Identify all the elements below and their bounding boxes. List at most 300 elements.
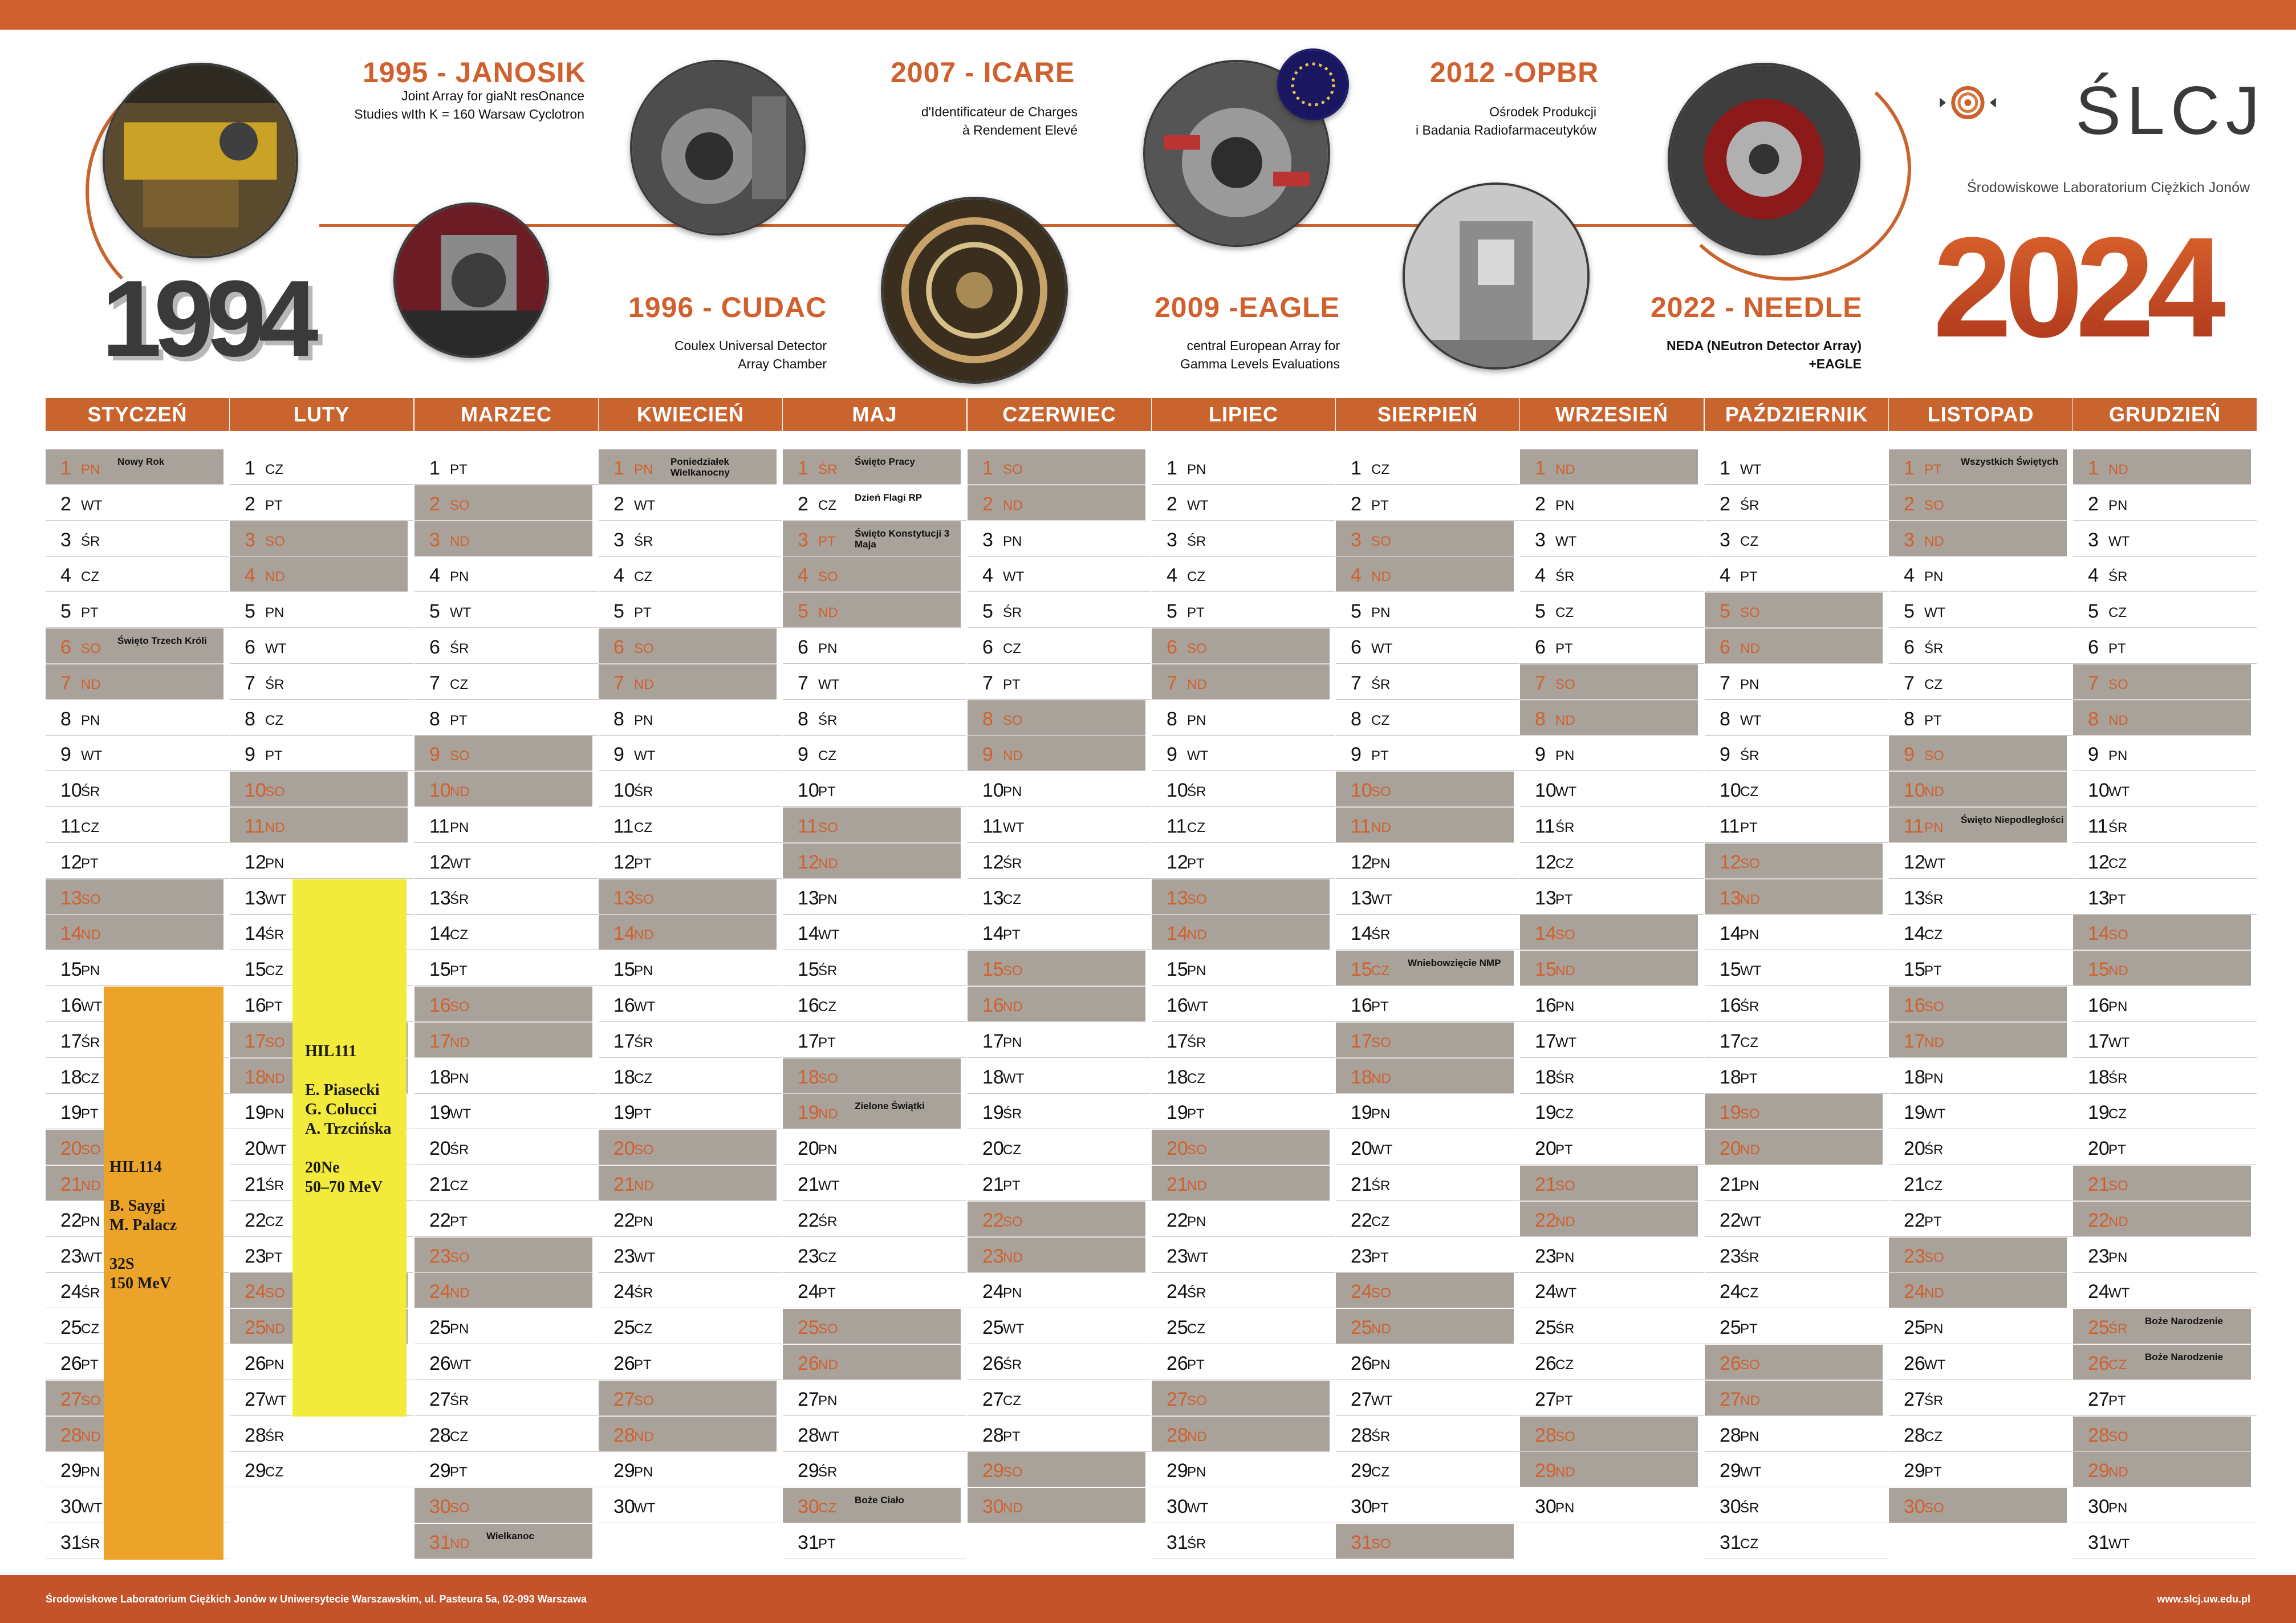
weekday-label: WT (450, 1357, 472, 1373)
day-number: 23 (982, 1245, 1004, 1267)
weekday-label: WT (81, 748, 103, 764)
day-cell (968, 557, 1151, 592)
day-number: 26 (2088, 1353, 2110, 1374)
day-number: 31 (1351, 1532, 1372, 1553)
day-number: 24 (429, 1281, 451, 1303)
day-number: 3 (1535, 529, 1546, 551)
milestone-desc-line: Studies wIth K = 160 Warsaw Cyclotron (354, 107, 584, 121)
day-cell (1705, 1417, 1888, 1452)
day-cell (2073, 1130, 2257, 1165)
weekday-label: ND (1740, 892, 1760, 907)
weekday-label: CZ (1187, 1321, 1205, 1337)
day-cell (1520, 557, 1704, 592)
day-number: 29 (1720, 1460, 1741, 1482)
weekday-label: WT (1003, 1071, 1025, 1086)
day-number: 4 (1535, 565, 1546, 586)
day-number: 25 (245, 1317, 266, 1338)
day-cell (2073, 557, 2257, 592)
day-cell (599, 915, 777, 950)
weekday-label: ŚR (1371, 677, 1391, 692)
weekday-label: WT (634, 1250, 656, 1265)
weekday-label: ŚR (1371, 1178, 1391, 1194)
day-cell (1705, 736, 1888, 771)
day-number: 28 (429, 1425, 451, 1446)
day-cell (46, 700, 229, 736)
weekday-label: CZ (81, 1071, 99, 1086)
weekday-label: CZ (1924, 1178, 1943, 1194)
weekday-label: CZ (1003, 1393, 1021, 1409)
footer-url[interactable]: www.slcj.uw.edu.pl (2157, 1593, 2250, 1605)
day-cell (1705, 1130, 1883, 1165)
weekday-label: SO (450, 1250, 470, 1265)
day-number: 6 (798, 636, 808, 658)
weekday-label: WT (1924, 605, 1946, 620)
day-cell (1152, 1524, 1335, 1559)
weekday-label: ŚR (1187, 1536, 1206, 1552)
weekday-label: PN (1555, 999, 1575, 1015)
day-cell (968, 664, 1151, 700)
day-number: 23 (429, 1245, 451, 1267)
day-cell (599, 1273, 782, 1308)
day-number: 4 (1720, 565, 1730, 586)
day-number: 6 (245, 636, 255, 658)
day-cell (1889, 1345, 2073, 1380)
weekday-label: SO (1555, 1429, 1575, 1445)
day-cell (1889, 915, 2073, 950)
day-cell (1705, 1345, 1883, 1380)
event-line: E. Piasecki (305, 1081, 380, 1099)
weekday-label: PT (1740, 1071, 1758, 1086)
weekday-label: CZ (1555, 1106, 1574, 1122)
weekday-label: SO (1924, 498, 1944, 513)
day-number: 12 (1720, 851, 1741, 873)
day-cell (415, 808, 598, 843)
photo-cudac (393, 202, 549, 358)
weekday-label: SO (1003, 1214, 1023, 1230)
holiday-label: Boże Narodzenie (2145, 1352, 2223, 1362)
day-number: 22 (429, 1210, 451, 1231)
day-cell (415, 557, 598, 592)
weekday-label: ŚR (265, 1178, 285, 1194)
weekday-label: CZ (265, 963, 283, 979)
weekday-label: PN (1187, 1464, 1206, 1480)
day-number: 30 (1720, 1496, 1741, 1517)
day-cell (1889, 1273, 2067, 1308)
day-cell (2073, 1273, 2257, 1308)
day-number: 21 (1904, 1174, 1925, 1195)
weekday-label: PN (1555, 748, 1575, 764)
day-number: 16 (1535, 995, 1557, 1016)
weekday-label: CZ (81, 820, 99, 835)
day-cell (1152, 987, 1335, 1022)
day-number: 30 (1167, 1496, 1188, 1517)
day-cell (968, 1130, 1151, 1165)
milestone-title-janosik: 1995 - JANOSIK (363, 56, 586, 88)
weekday-label: CZ (2108, 1357, 2127, 1373)
month-header: GRUDZIEŃ (2073, 398, 2257, 431)
weekday-label: PN (818, 641, 838, 656)
day-number: 6 (429, 636, 440, 658)
day-cell (968, 1237, 1145, 1273)
weekday-label: ŚR (818, 963, 838, 979)
day-cell (2073, 1524, 2257, 1559)
day-number: 20 (1720, 1138, 1741, 1159)
day-number: 12 (1351, 851, 1372, 873)
day-cell (415, 1202, 598, 1237)
day-cell (415, 1452, 598, 1487)
weekday-label: ND (1371, 569, 1391, 585)
month-header: SIERPIEŃ (1336, 398, 1519, 431)
weekday-label: ND (818, 1357, 838, 1373)
day-number: 18 (982, 1066, 1004, 1088)
event-line: B. Saygi (109, 1197, 166, 1215)
day-cell (1889, 879, 2073, 915)
day-number: 22 (1535, 1210, 1557, 1231)
day-cell (968, 449, 1145, 485)
weekday-label: CZ (818, 1250, 836, 1265)
day-number: 17 (1167, 1030, 1188, 1052)
day-cell (599, 1488, 782, 1523)
day-number: 24 (2088, 1281, 2110, 1303)
day-number: 9 (798, 744, 808, 765)
day-cell (783, 808, 961, 843)
day-number: 5 (245, 600, 255, 622)
weekday-label: CZ (1740, 534, 1758, 549)
day-cell (2073, 736, 2257, 771)
day-number: 27 (2088, 1389, 2110, 1410)
day-cell (415, 1309, 598, 1344)
day-number: 11 (2088, 815, 2108, 837)
day-cell (230, 628, 413, 664)
day-number: 15 (1720, 959, 1741, 980)
weekday-label: CZ (818, 1500, 836, 1516)
day-number: 28 (1535, 1425, 1557, 1446)
weekday-label: ŚR (634, 534, 653, 549)
month-header: STYCZEŃ (46, 398, 229, 431)
weekday-label: CZ (1740, 1285, 1758, 1301)
weekday-label: ND (818, 1106, 838, 1122)
weekday-label: PN (81, 713, 100, 728)
day-cell (783, 664, 966, 700)
day-number: 13 (1720, 887, 1741, 909)
day-cell (1705, 485, 1888, 521)
day-cell (599, 628, 777, 664)
day-cell (2073, 843, 2257, 879)
day-cell (783, 1381, 966, 1416)
weekday-label: PN (1371, 1106, 1391, 1122)
day-number: 6 (1904, 636, 1915, 658)
day-cell (2073, 521, 2257, 557)
day-cell (1520, 736, 1704, 771)
day-cell (1705, 1058, 1888, 1094)
day-number: 10 (1720, 780, 1741, 801)
weekday-label: ŚR (2108, 1071, 2128, 1086)
day-number: 4 (2088, 565, 2099, 586)
weekday-label: ŚR (450, 1142, 469, 1158)
event-line: 20Ne (305, 1159, 340, 1176)
day-number: 12 (982, 851, 1004, 873)
weekday-label: PT (1187, 605, 1205, 620)
weekday-label: SO (265, 784, 285, 800)
weekday-label: ŚR (634, 1285, 653, 1301)
day-cell (1889, 1381, 2073, 1416)
day-number: 22 (798, 1210, 819, 1231)
day-number: 1 (798, 457, 808, 479)
event-line (109, 1177, 223, 1196)
day-number: 19 (613, 1102, 635, 1123)
weekday-label: PN (1187, 462, 1206, 477)
day-number: 10 (429, 780, 451, 801)
weekday-label: CZ (634, 569, 652, 585)
day-cell (1705, 915, 1888, 950)
weekday-label: CZ (1740, 1536, 1758, 1552)
day-cell (968, 1452, 1145, 1487)
day-number: 28 (613, 1425, 635, 1446)
day-number: 5 (1167, 600, 1177, 622)
day-number: 28 (2088, 1425, 2110, 1446)
day-number: 16 (1167, 995, 1188, 1016)
day-cell (1336, 879, 1519, 915)
weekday-label: PT (634, 856, 652, 871)
weekday-label: WT (265, 892, 287, 907)
milestone-desc-line: à Rendement Elevé (962, 123, 1078, 137)
weekday-label: ND (265, 1321, 285, 1337)
day-number: 1 (613, 457, 624, 479)
day-number: 26 (1535, 1353, 1557, 1374)
day-cell (1336, 1452, 1519, 1487)
weekday-label: PN (634, 713, 653, 728)
weekday-label: ND (450, 534, 470, 549)
day-number: 25 (613, 1317, 635, 1338)
day-number: 22 (613, 1210, 635, 1231)
weekday-label: PT (1371, 498, 1389, 513)
weekday-label: CZ (450, 1178, 468, 1194)
logo-name: ŚLCJ (2075, 72, 2266, 149)
day-cell (1520, 1345, 1704, 1380)
day-number: 27 (1351, 1389, 1372, 1410)
day-cell (1336, 628, 1519, 664)
day-cell (1520, 593, 1704, 628)
day-number: 25 (1351, 1317, 1372, 1338)
day-cell (1520, 1166, 1698, 1201)
day-cell (415, 1417, 598, 1452)
day-cell (230, 485, 413, 521)
day-cell (1152, 772, 1335, 807)
day-number: 29 (798, 1460, 819, 1482)
day-cell (1336, 987, 1519, 1022)
weekday-label: CZ (1740, 784, 1758, 800)
day-cell (230, 843, 413, 879)
weekday-label: PT (818, 534, 836, 549)
day-number: 2 (245, 493, 255, 515)
day-number: 3 (613, 529, 624, 551)
weekday-label: ŚR (1924, 641, 1944, 656)
weekday-label: ND (2108, 1214, 2128, 1230)
day-cell (46, 449, 223, 485)
day-cell (1152, 1166, 1330, 1201)
day-cell (1336, 1309, 1514, 1344)
day-cell (968, 843, 1151, 879)
day-cell (783, 843, 961, 879)
day-cell (599, 1023, 782, 1058)
day-number: 7 (1351, 672, 1362, 694)
weekday-label: PN (818, 1142, 838, 1158)
weekday-label: WT (818, 1429, 840, 1445)
milestone-desc-line: NEDA (NEutron Detector Array) (1666, 338, 1862, 353)
day-number: 10 (798, 780, 819, 801)
day-number: 7 (1904, 672, 1915, 694)
day-cell (1336, 521, 1514, 557)
day-number: 28 (1167, 1425, 1188, 1446)
weekday-label: PT (1371, 999, 1389, 1015)
day-cell (1152, 736, 1335, 771)
weekday-label: ND (1555, 1464, 1575, 1480)
day-number: 15 (60, 959, 82, 980)
day-cell (1889, 664, 2073, 700)
day-cell (783, 1488, 961, 1523)
day-number: 15 (982, 959, 1004, 980)
weekday-label: CZ (1555, 856, 1574, 871)
photo-opbr (1403, 182, 1590, 370)
day-cell (2073, 1488, 2257, 1523)
day-cell (415, 593, 598, 628)
weekday-label: CZ (1187, 820, 1205, 835)
day-number: 27 (1720, 1389, 1741, 1410)
weekday-label: ŚR (1740, 1500, 1759, 1516)
day-number: 8 (1720, 708, 1730, 730)
weekday-label: PT (265, 1250, 283, 1265)
milestone-title-icare: 2007 - ICARE (891, 56, 1075, 88)
day-cell (1152, 1488, 1335, 1523)
day-cell (46, 736, 229, 771)
weekday-label: SO (2108, 1178, 2128, 1194)
day-cell (783, 557, 961, 592)
day-number: 6 (982, 636, 993, 658)
day-number: 15 (613, 959, 635, 980)
day-number: 19 (429, 1102, 451, 1123)
day-number: 20 (1904, 1138, 1925, 1159)
day-number: 9 (1167, 744, 1177, 765)
day-cell (783, 772, 966, 807)
weekday-label: ŚR (1187, 784, 1206, 800)
holiday-label: Boże Ciało (855, 1495, 904, 1506)
weekday-label: PN (818, 1393, 838, 1409)
day-number: 22 (2088, 1210, 2110, 1231)
day-cell (783, 1273, 966, 1308)
day-cell (415, 664, 598, 700)
weekday-label: PN (1740, 677, 1759, 692)
day-cell (599, 664, 777, 700)
event-line (305, 1061, 407, 1081)
day-cell (783, 1524, 966, 1559)
weekday-label: PN (450, 1071, 469, 1086)
weekday-label: ŚR (634, 1035, 653, 1050)
milestone-desc-line: +EAGLE (1809, 356, 1862, 371)
day-number: 17 (1720, 1030, 1741, 1052)
day-cell (1336, 485, 1519, 521)
day-cell (599, 521, 782, 557)
weekday-label: PT (2108, 892, 2126, 907)
day-cell (1520, 808, 1704, 843)
day-number: 24 (798, 1281, 819, 1303)
day-number: 12 (60, 851, 82, 873)
weekday-label: PT (1003, 1429, 1021, 1445)
weekday-label: ND (1924, 534, 1944, 549)
day-number: 21 (429, 1174, 451, 1195)
weekday-label: PN (265, 1106, 285, 1122)
weekday-label: ND (1187, 1429, 1207, 1445)
weekday-label: WT (818, 1178, 840, 1194)
month-header: LUTY (230, 398, 413, 431)
day-cell (1520, 449, 1698, 485)
holiday-label: Święto Niepodległości (1961, 814, 2064, 825)
weekday-label: PN (1924, 820, 1944, 835)
holiday-label: Dzień Flagi RP (855, 492, 923, 503)
milestone-desc-line: Coulex Universal Detector (674, 338, 827, 353)
day-number: 21 (2088, 1174, 2110, 1195)
day-number: 25 (1167, 1317, 1188, 1338)
weekday-label: CZ (818, 999, 836, 1015)
day-number: 5 (1720, 600, 1730, 622)
day-number: 27 (245, 1389, 266, 1410)
day-cell (1520, 700, 1698, 736)
day-cell (1520, 521, 1704, 557)
day-cell (1520, 1058, 1704, 1094)
day-number: 19 (798, 1102, 819, 1123)
day-cell (2073, 700, 2251, 736)
day-number: 12 (1167, 851, 1188, 873)
day-cell (783, 449, 961, 485)
event-line: HIL114 (109, 1158, 162, 1176)
day-number: 14 (798, 923, 819, 944)
day-number: 25 (982, 1317, 1004, 1338)
day-number: 9 (1720, 744, 1730, 765)
weekday-label: CZ (1924, 1429, 1943, 1445)
day-number: 17 (613, 1030, 635, 1052)
day-cell (230, 700, 413, 736)
weekday-label: ND (2108, 462, 2128, 477)
day-cell (1336, 736, 1519, 771)
day-cell (1152, 879, 1330, 915)
day-number: 13 (245, 887, 266, 909)
weekday-label: PT (81, 605, 99, 620)
day-cell (1152, 1237, 1335, 1273)
day-number: 10 (982, 780, 1004, 801)
day-cell (1152, 664, 1330, 700)
day-number: 12 (429, 851, 451, 873)
day-cell (2073, 449, 2251, 485)
day-cell (968, 736, 1145, 771)
day-cell (230, 521, 408, 557)
day-number: 14 (1904, 923, 1925, 944)
day-cell (1336, 1237, 1519, 1273)
day-cell (230, 1452, 413, 1487)
day-number: 19 (1535, 1102, 1557, 1123)
day-number: 15 (1535, 959, 1557, 980)
weekday-label: ND (450, 1035, 470, 1050)
day-cell (783, 1023, 966, 1058)
day-cell (599, 1309, 782, 1344)
day-number: 22 (1904, 1210, 1925, 1231)
day-number: 27 (613, 1389, 635, 1410)
weekday-label: PN (1555, 1250, 1575, 1265)
day-cell (1889, 557, 2073, 592)
weekday-label: SO (634, 892, 654, 907)
day-number: 18 (613, 1066, 635, 1088)
day-cell (1336, 1417, 1519, 1452)
holiday-label: Święto Konstytucji 3 Maja (855, 528, 950, 550)
weekday-label: SO (265, 534, 285, 549)
